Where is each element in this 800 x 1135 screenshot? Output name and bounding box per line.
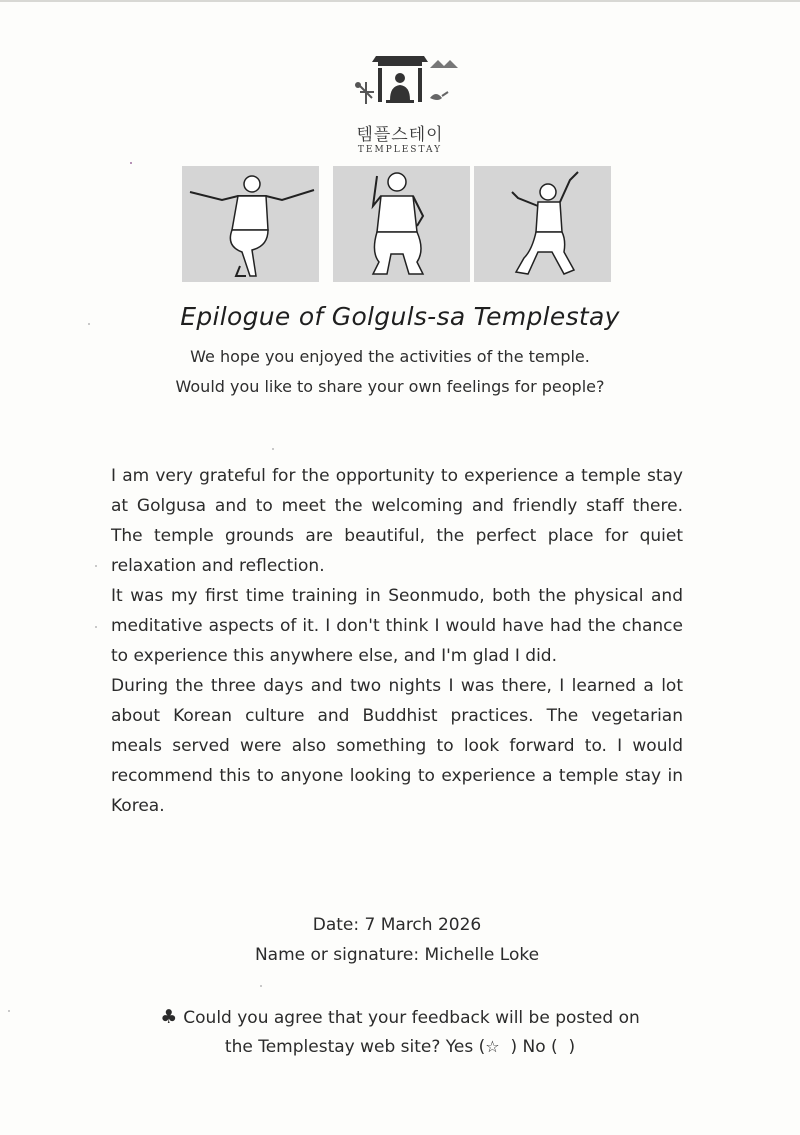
subtitle-line-1: We hope you enjoyed the activities of the temple.	[190, 347, 590, 366]
feedback-text	[111, 461, 683, 821]
feedback-paragraph-1: I am very grateful for the opportunity to experience a temple stay at Golgusa and to meet the welcoming and friendly staff there. The temple grounds are beautiful, the perfect place for quiet relaxation and reflection.	[111, 466, 683, 576]
martial-arts-figure-2-icon	[333, 166, 470, 282]
consent-question-line-1	[0, 1002, 800, 1033]
club-bullet-icon: ♣	[160, 1006, 178, 1028]
scan-speck	[130, 162, 132, 164]
scan-speck	[95, 626, 97, 628]
yes-star-mark-icon: ☆	[485, 1037, 500, 1056]
consent-no-label: ) No ( )	[499, 1037, 576, 1057]
date-line: Date: 7 March 2026	[312, 915, 482, 935]
scan-speck	[88, 323, 90, 325]
martial-arts-figure-1-icon	[182, 166, 319, 282]
scan-top-edge	[0, 0, 800, 2]
consent-question-line-2	[0, 1032, 800, 1062]
templestay-logo	[300, 52, 500, 155]
figure-arms-outstretched-image	[182, 166, 319, 282]
scan-speck	[272, 448, 274, 450]
subtitle-line-2: Would you like to share your own feelings for people?	[175, 377, 605, 396]
feedback-paragraph-2: It was my first time training in Seonmudo, both the physical and meditative aspects of it. I don't think I would have had the chance to experience this anywhere else, and I'm glad I did.	[111, 586, 683, 666]
consent-yes-label: the Templestay web site? Yes (	[224, 1037, 486, 1057]
temple-buddha-logo-icon	[338, 52, 462, 118]
martial-arts-figure-3-icon	[474, 166, 611, 282]
illustration-strip	[182, 166, 604, 282]
figure-standing-pose-image	[333, 166, 470, 282]
figure-raised-arm-image	[474, 166, 611, 282]
scan-speck	[260, 985, 262, 987]
scan-speck	[8, 1010, 10, 1012]
name-signature-line: Name or signature: Michelle Loke	[254, 945, 540, 965]
consent-question-text: Could you agree that your feedback will be posted on	[183, 1008, 640, 1028]
logo-english-text: TEMPLESTAY	[357, 145, 443, 155]
page-title: Epilogue of Golguls-sa Templestay	[180, 302, 620, 331]
feedback-paragraph-3: During the three days and two nights I was there, I learned a lot about Korean culture and Buddhist practices. The vegetarian meals served were also something to look forward to. I would recommend this to anyone looking to experience a temple stay in Korea.	[111, 676, 683, 816]
logo-korean-text: 템플스테이	[356, 125, 444, 145]
scan-speck	[95, 565, 97, 567]
